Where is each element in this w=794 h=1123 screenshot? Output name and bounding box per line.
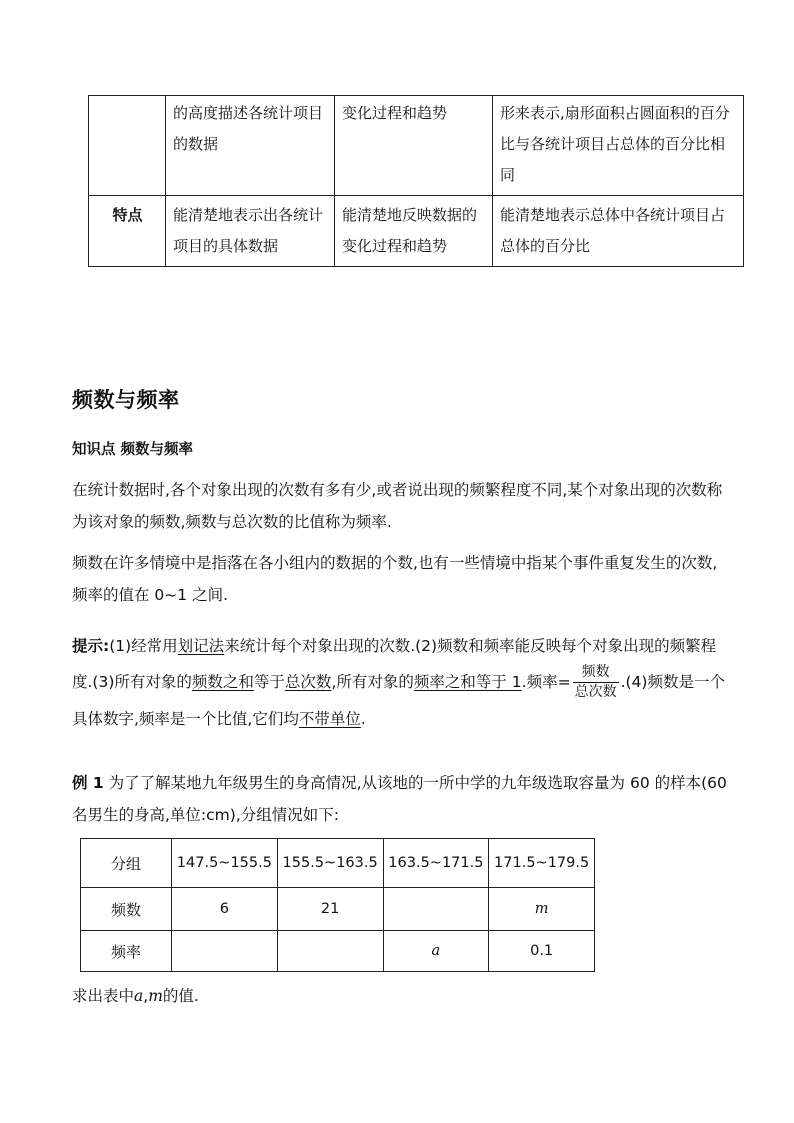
table-cell: 0.1 <box>489 931 595 972</box>
table-cell: 频数 <box>81 888 172 931</box>
table-header-cell: 分组 <box>81 839 172 888</box>
example-text: 为了了解某地九年级男生的身高情况,从该地的一所中学的九年级选取容量为 60 的样本(60 名男生的身高,单位:cm),分组情况如下: <box>72 774 727 824</box>
underlined-term: 不带单位 <box>298 710 361 728</box>
table-header-cell: 155.5~163.5 <box>277 839 383 888</box>
table-header-cell: 163.5~171.5 <box>383 839 489 888</box>
table-cell: 能清楚地反映数据的变化过程和趋势 <box>335 196 493 267</box>
tip-text: .(4)频数是一个具体数字,频率是一个比值,它们均 <box>72 673 725 728</box>
table-row <box>81 888 595 931</box>
tip-text: .频率= <box>521 673 571 691</box>
table-cell <box>172 931 278 972</box>
tip-label: 提示: <box>72 637 110 655</box>
table-cell: 能清楚地表示总体中各统计项目占总体的百分比 <box>493 196 744 267</box>
section-title: 频数与频率 <box>72 388 180 412</box>
question-text <box>72 984 199 1006</box>
table-cell: 能清楚地表示出各统计项目的具体数据 <box>166 196 335 267</box>
table-cell: 变化过程和趋势 <box>335 96 493 196</box>
table-header-cell: 171.5~179.5 <box>489 839 595 888</box>
question-part: 求出表中 <box>72 987 135 1005</box>
frequency-fraction <box>573 664 619 701</box>
table-cell: 的高度描述各统计项目的数据 <box>166 96 335 196</box>
tip-text: (1)经常用 <box>109 637 178 655</box>
table-cell: a <box>383 931 489 972</box>
table-cell: 21 <box>277 888 383 931</box>
underlined-term: 划记法 <box>177 637 225 655</box>
table-cell <box>383 888 489 931</box>
table-header-cell: 147.5~155.5 <box>172 839 278 888</box>
variable-m: m <box>148 987 163 1005</box>
explanation-paragraph: 频数在许多情境中是指落在各小组内的数据的个数,也有一些情境中指某个事件重复发生的次数,频率的值在 0~1 之间. <box>72 554 718 604</box>
table-cell <box>277 931 383 972</box>
fraction-numerator: 频数 <box>573 664 619 683</box>
knowledge-point-heading: 知识点 频数与频率 <box>72 442 194 458</box>
definition-paragraph: 在统计数据时,各个对象出现的次数有多有少,或者说出现的频繁程度不同,某个对象出现的次数称为该对象的频数,频数与总次数的比值称为频率. <box>72 481 723 531</box>
underlined-term: 频数之和 <box>191 673 254 691</box>
table-cell: 形来表示,扇形面积占圆面积的百分比与各统计项目占总体的百分比相同 <box>493 96 744 196</box>
table-cell <box>89 96 166 196</box>
tip-paragraph <box>72 628 732 737</box>
tip-text: 等于 <box>253 673 285 691</box>
table-row <box>89 196 744 267</box>
fraction-denominator: 总次数 <box>574 684 617 700</box>
underlined-term: 频率之和等于 1 <box>413 673 522 691</box>
variable-a: a <box>134 987 144 1005</box>
example-label: 例 1 <box>72 774 104 792</box>
tip-text: ,所有对象的 <box>331 673 414 691</box>
question-part: , <box>143 987 149 1005</box>
underlined-term: 总次数 <box>284 673 332 691</box>
table-cell: 6 <box>172 888 278 931</box>
row-header-features: 特点 <box>89 196 166 267</box>
table-row <box>81 839 595 888</box>
question-part: 的值. <box>162 987 199 1005</box>
tip-text: 来统计每个对象出现的次数.(2)频数和频率能反映每个对象出现的频繁程度.(3)所有对象的 <box>72 637 717 691</box>
example-paragraph <box>72 767 732 831</box>
tip-text: . <box>360 710 366 728</box>
table-row <box>81 931 595 972</box>
frequency-table <box>80 838 595 972</box>
table-cell: m <box>489 888 595 931</box>
table-cell: 频率 <box>81 931 172 972</box>
chart-comparison-table <box>88 95 744 267</box>
table-row <box>89 96 744 196</box>
